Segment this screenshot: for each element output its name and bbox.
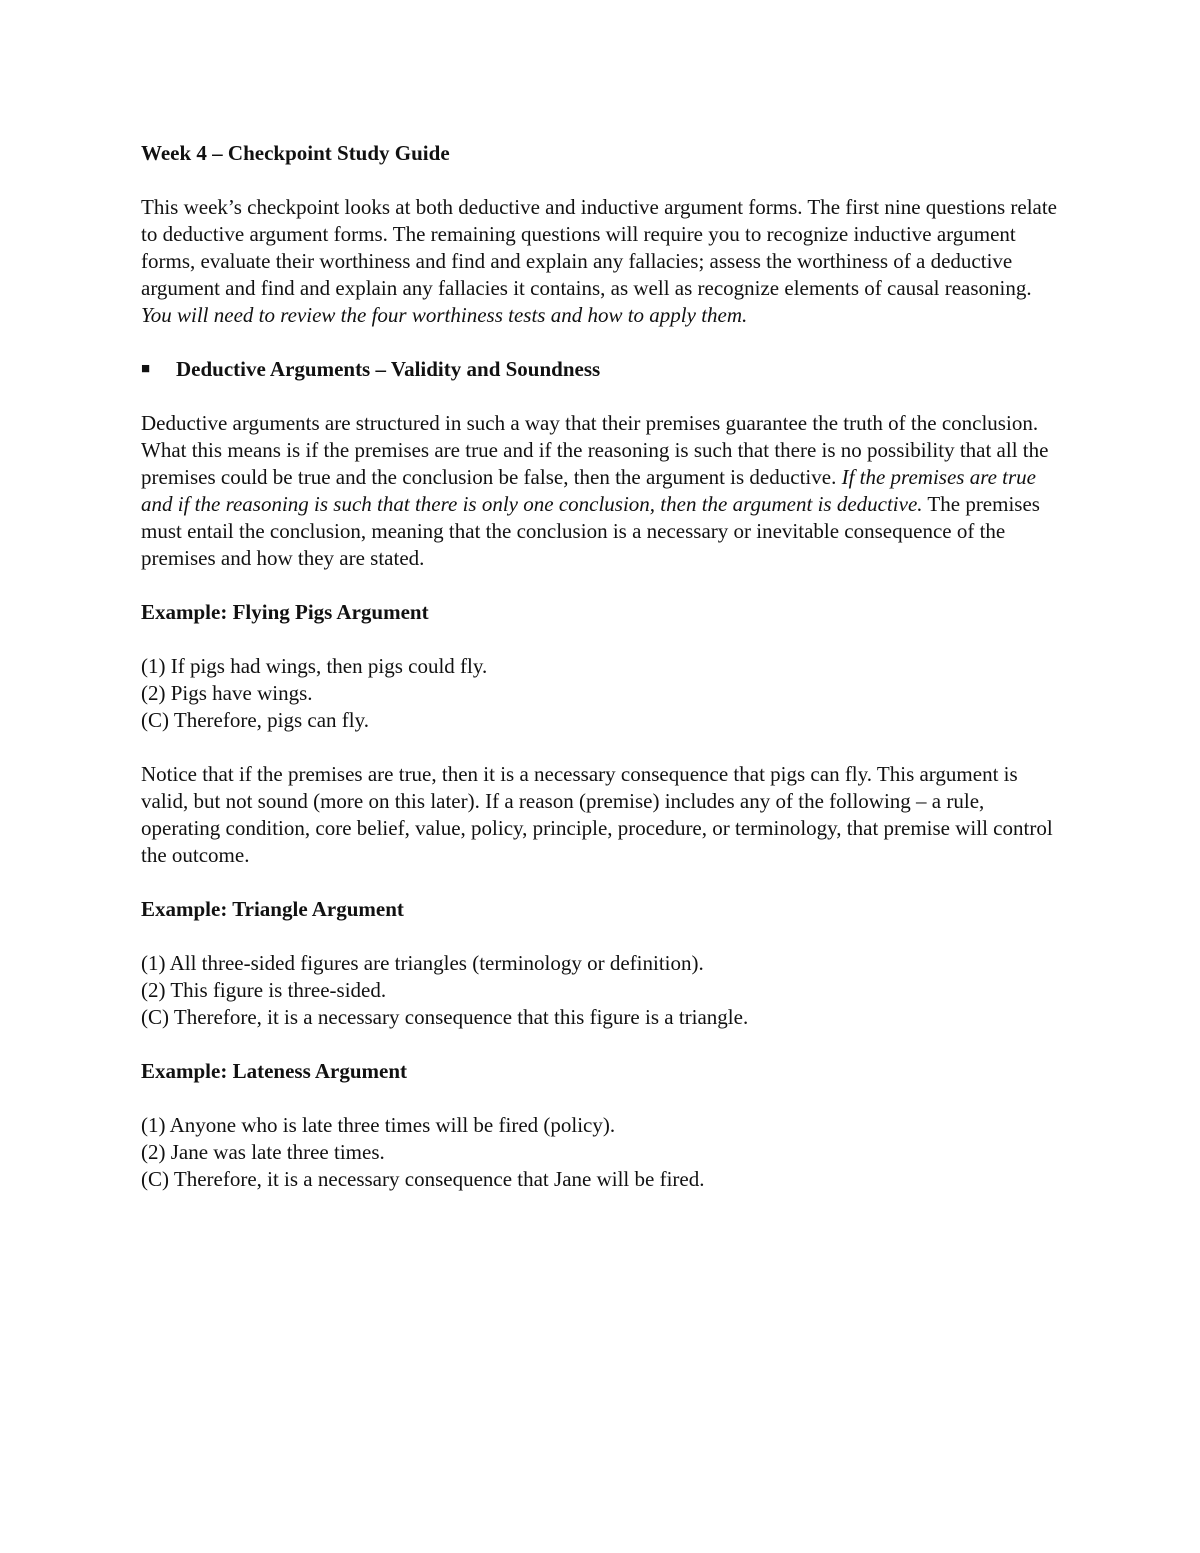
intro-paragraph	[141, 194, 1061, 329]
section-heading: Deductive Arguments – Validity and Soundness	[176, 357, 601, 381]
section-heading-row	[141, 356, 1061, 383]
square-bullet-icon: ■	[141, 361, 151, 377]
deductive-text-2: The premises must entail the conclusion, meaning that the conclusion is a necessary or inevitable consequence of the premises and how they are stated.	[141, 492, 1040, 570]
example-heading-triangle: Example: Triangle Argument	[141, 897, 404, 921]
premise-line: (2) Jane was late three times.	[141, 1140, 385, 1164]
premise-line: (2) This figure is three-sided.	[141, 978, 387, 1002]
document-page	[141, 140, 1061, 1193]
example-heading-lateness: Example: Lateness Argument	[141, 1059, 407, 1083]
example-heading-flying-pigs: Example: Flying Pigs Argument	[141, 600, 429, 624]
conclusion-line: (C) Therefore, it is a necessary consequence that Jane will be fired.	[141, 1167, 705, 1191]
example-list-lateness	[141, 1112, 1061, 1193]
example-list-triangle	[141, 950, 1061, 1031]
premise-line: (1) Anyone who is late three times will be fired (policy).	[141, 1113, 616, 1137]
notice-paragraph: Notice that if the premises are true, then it is a necessary consequence that pigs can fly. This argument is valid, but not sound (more on this later). If a reason (premise) includes any of the following – a rule, operating condition, core belief, value, policy, principle, procedure, or terminology, that premise will control the outcome.	[141, 762, 1053, 867]
deductive-text-1: Deductive arguments are structured in such a way that their premises guarantee the truth of the conclusion. What this means is if the premises are true and if the reasoning is such that there is no possibility that all the premises could be true and the conclusion be false, then the argument is deductive.	[141, 411, 1049, 489]
example-list-flying-pigs	[141, 653, 1061, 734]
intro-emphasis: You will need to review the four worthiness tests and how to apply them.	[141, 303, 748, 327]
premise-line: (1) If pigs had wings, then pigs could fly.	[141, 654, 488, 678]
premise-line: (2) Pigs have wings.	[141, 681, 313, 705]
conclusion-line: (C) Therefore, pigs can fly.	[141, 708, 369, 732]
document-title: Week 4 – Checkpoint Study Guide	[141, 141, 450, 165]
intro-text: This week’s checkpoint looks at both deductive and inductive argument forms. The first nine questions relate to deductive argument forms. The remaining questions will require you to recognize inductive argument forms, evaluate their worthiness and find and explain any fallacies; assess the worthiness of a deductive argument and find and explain any fallacies it contains, as well as recognize elements of causal reasoning.	[141, 195, 1058, 300]
deductive-paragraph	[141, 410, 1061, 572]
conclusion-line: (C) Therefore, it is a necessary consequence that this figure is a triangle.	[141, 1005, 749, 1029]
premise-line: (1) All three-sided figures are triangles (terminology or definition).	[141, 951, 704, 975]
deductive-emphasis: If the premises are true and if the reasoning is such that there is only one conclusion, then the argument is deductive.	[141, 465, 1036, 516]
